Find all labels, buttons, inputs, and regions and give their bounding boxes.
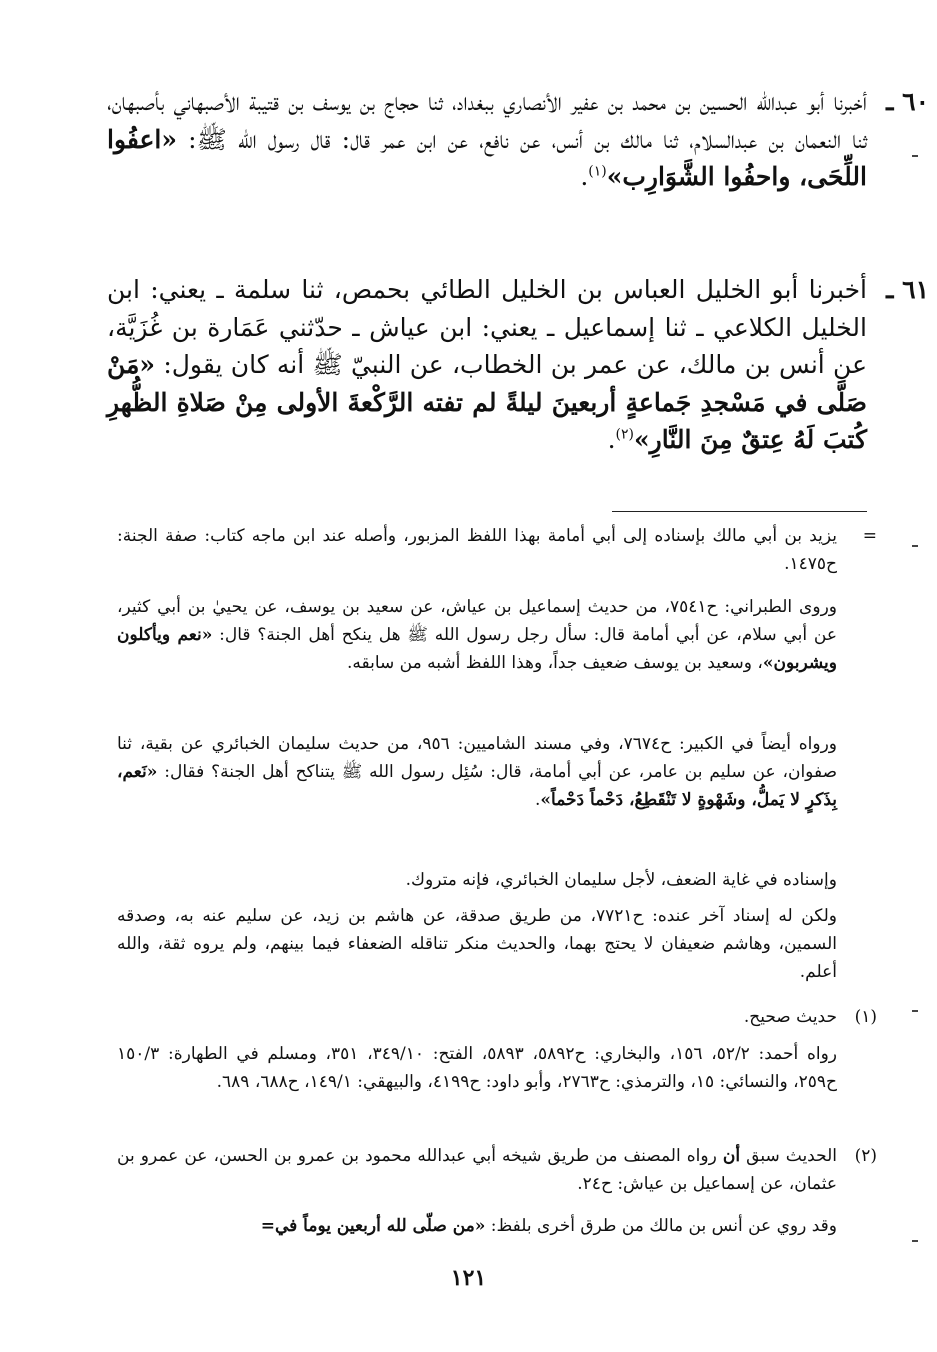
footnote-quote: «من صلّى لله أربعين يوماً في= [260, 1216, 486, 1236]
sentence-end: . [607, 425, 616, 454]
footnote-quote: «نعم ويأكلون ويشربون» [117, 625, 837, 673]
footnote-text: ، وسعيد بن يوسف ضعيف جداً، وهذا اللفظ أشبه من سابقه. [347, 653, 763, 673]
footnote-text: وقد روي عن أنس بن مالك من طرق أخرى بلفظ: [485, 1216, 837, 1236]
footnote-text: ورواه أيضاً في الكبير: ح٧٦٧٤، وفي مسند الشاميين: ٩٥٦، من حديث سليمان الخبائري عن بقية، ثنا صفوان، عن سليم بن عامر، عن أبي أمامة، قال: سُئِل رسول الله ﷺ يتناكح أهل الجنة؟ فقال: [117, 734, 838, 782]
hadith-text: أخبرنا أبو عبدالله الحسين بن محمد بن عفير الأنصاري ببغداد، ثنا حجاج بن يوسف بن قتيبة الأصبهاني بأصبهان، ثنا النعمان بن عبدالسلام، ثنا مالك بن أنس، عن نافع، عن ابن عمر قال: قال رسول الله ﷺ: [107, 87, 867, 154]
footnote-text: الحديث سبق [740, 1146, 837, 1166]
hadith-quote: «اعفُوا اللِّحَى، واحفُوا الشَّوَارِب» [107, 124, 867, 191]
footnote-1 [117, 1003, 877, 1031]
margin-mark [912, 155, 918, 157]
footnote-ref[interactable]: (١) [588, 163, 607, 180]
hadith-number: ٦١ ـ [886, 275, 929, 304]
hadith-60 [107, 83, 929, 196]
footnote-text: رواه المصنف من طريق شيخه أبي عبدالله محمود بن عمرو بن الحسن، عن عمرو بن عثمان، عن إسماعيل بن عياش: ح٢٤. [117, 1146, 837, 1194]
footnote-continuation [117, 522, 877, 578]
footnote-text: رواه أحمد: ٥٢/٢، ١٥٦، والبخاري: ح٥٨٩٢، ٥٨٩٣، الفتح: ٣٤٩/١٠، ٣٥١، ومسلم في الطهارة: ١٥٠/٣ ح٢٥٩، والنسائي: ١٥، والترمذي: ح٢٧٦٣، وأبو داود: ح٤١٩٩، والبيهقي: ١٤٩/١، ح٦٨٨، ٦٨٩. [117, 1044, 837, 1092]
footnote-2 [117, 1142, 877, 1198]
continuation-mark: = [862, 526, 877, 546]
footnote-quote: «نَعم، بِذَكرٍ لا يَملُّ، وشَهْوةٍ لا تَنْقَطِعُ، دَحْماً دَحْماً» [117, 762, 837, 810]
footnote-bold: أن [722, 1146, 741, 1166]
hadith-text: أخبرنا أبو الخليل العباس بن الخليل الطائي بحمص، ثنا سلمة ـ يعني: ابن الخليل الكلاعي ـ ثنا إسماعيل ـ يعني: ابن عياش ـ حدّثني عَمَارة بن غُزَيَّة، عن أنس بن مالك، عن عمر بن الخطاب، عن النبيّ ﷺ أنه كان يقول: [107, 275, 867, 379]
footnote-text: . [535, 790, 541, 810]
footnote-paragraph [117, 730, 837, 814]
footnote-paragraph [117, 902, 837, 986]
sentence-end: . [580, 162, 589, 191]
footnote-marker: (٢) [854, 1146, 877, 1166]
footnote-text: وروى الطبراني: ح٧٥٤١، من حديث إسماعيل بن عياش، عن سعيد بن يوسف، عن يحييٰ بن أبي كثير، عن أبي سلام، عن أبي أمامة قال: سأل رجل رسول الله ﷺ هل ينكح أهل الجنة؟ قال: [117, 597, 837, 645]
hadith-quote: «مَنْ صَلَّى في مَسْجدِ جَماعةٍ أربعينَ ليلةً لم تفته الرَّكْعةَ الأولى مِنْ صَلاةِ الظُّهرِ كُتبَ لَهُ عِتقٌ مِنَ النَّارِ» [107, 350, 867, 454]
hadith-61 [107, 271, 929, 459]
footnote-ref[interactable]: (٢) [615, 426, 635, 443]
footnote-paragraph [117, 593, 837, 677]
margin-mark [912, 545, 918, 547]
footnote-text: يزيد بن أبي مالك بإسناده إلى أبي أمامة بهذا اللفظ المزبور، وأصله عند ابن ماجه كتاب: صفة الجنة: ح١٤٧٥. [117, 526, 837, 574]
footnote-text: ولكن له إسناد آخر عنده: ح٧٧٢١، من طريق صدقة، عن هاشم بن زيد، عن سليم عنه به، وصدقه السمين، وهاشم ضعيفان لا يحتج بهما، والحديث منكر تناقله الضعفاء فيما بينهم، ولم يروه ثقة، والله أعلم. [117, 906, 837, 982]
margin-mark [912, 1010, 918, 1012]
footnote-marker: (١) [854, 1007, 877, 1027]
footnote-paragraph [117, 1212, 837, 1240]
margin-mark [912, 1240, 918, 1242]
page-number: ١٢١ [450, 1265, 487, 1291]
hadith-number: ٦٠ ـ [886, 87, 929, 116]
footnote-paragraph [117, 1040, 837, 1096]
footnote-separator [612, 511, 867, 512]
footnote-paragraph [117, 866, 837, 894]
footnote-text: وإسناده في غاية الضعف، لأجل سليمان الخبائري، فإنه متروك. [405, 870, 837, 890]
footnote-text: حديث صحيح. [743, 1007, 837, 1027]
